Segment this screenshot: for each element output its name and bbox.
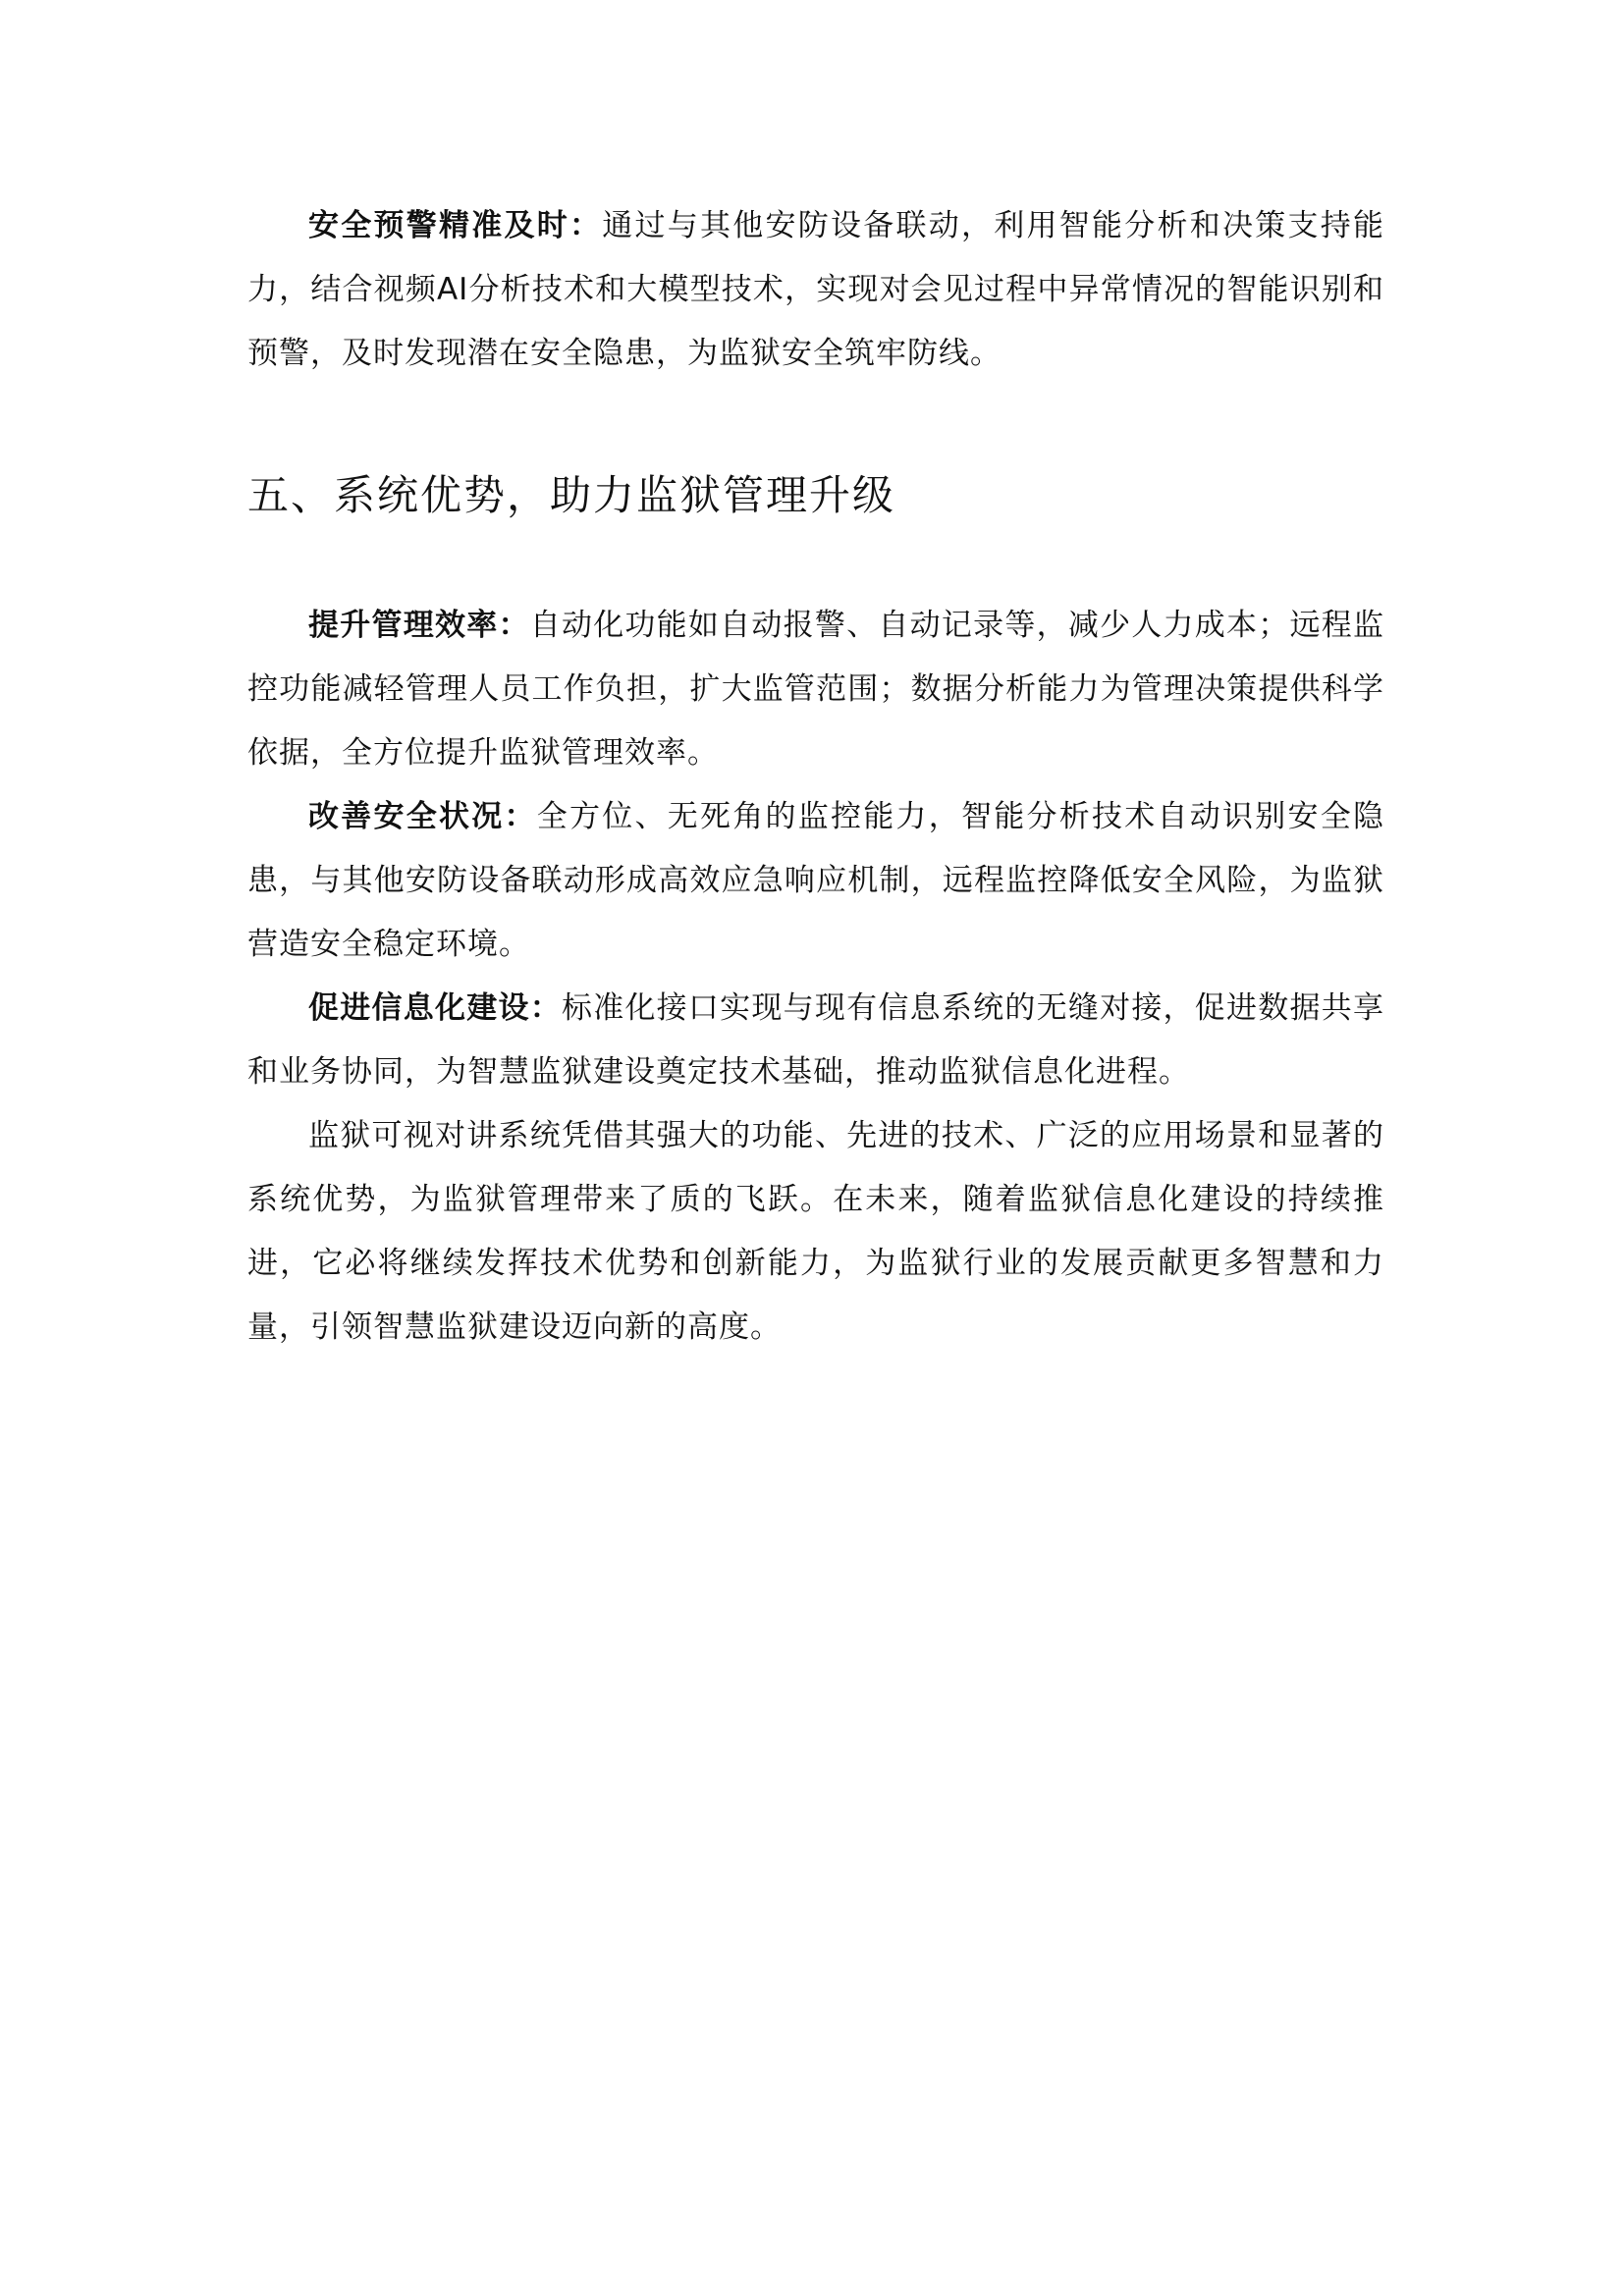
paragraph-lead: 促进信息化建设： [308, 990, 562, 1026]
paragraph-conclusion: 监狱可视对讲系统凭借其强大的功能、先进的技术、广泛的应用场景和显著的系统优势，为监狱管理带来了质的飞跃。在未来，随着监狱信息化建设的持续推进，它必将继续发挥技术优势和创新能力，为监狱行业的发展贡献更多智慧和力量，引领智慧监狱建设迈向新的高度。 [247, 1118, 1384, 1345]
section-body [247, 594, 1384, 1360]
paragraph-security-warning [247, 194, 1384, 386]
paragraph-informatization [247, 977, 1384, 1104]
paragraph-lead: 提升管理效率： [308, 608, 530, 643]
paragraph-text: 自动化功能如自动报警、自动记录等，减少人力成本；远程监控功能减轻管理人员工作负担，扩大监管范围；数据分析能力为管理决策提供科学依据，全方位提升监狱管理效率。 [247, 608, 1385, 771]
paragraph-security-improvement [247, 785, 1384, 977]
paragraph-lead: 改善安全状况： [308, 799, 537, 834]
paragraph-text: 通过与其他安防设备联动，利用智能分析和决策支持能力，结合视频AI分析技术和大模型技术，实现对会见过程中异常情况的智能识别和预警，及时发现潜在安全隐患，为监狱安全筑牢防线。 [247, 208, 1384, 371]
paragraph-text: 标准化接口实现与现有信息系统的无缝对接，促进数据共享和业务协同，为智慧监狱建设奠定技术基础，推动监狱信息化进程。 [247, 990, 1385, 1090]
section-heading: 五、系统优势，助力监狱管理升级 [247, 471, 896, 519]
paragraph-text: 全方位、无死角的监控能力，智能分析技术自动识别安全隐患，与其他安防设备联动形成高效应急响应机制，远程监控降低安全风险，为监狱营造安全稳定环境。 [247, 799, 1384, 962]
paragraph-management-efficiency [247, 594, 1384, 785]
document-content [247, 194, 1384, 1360]
paragraph-lead: 安全预警精准及时： [308, 208, 603, 243]
